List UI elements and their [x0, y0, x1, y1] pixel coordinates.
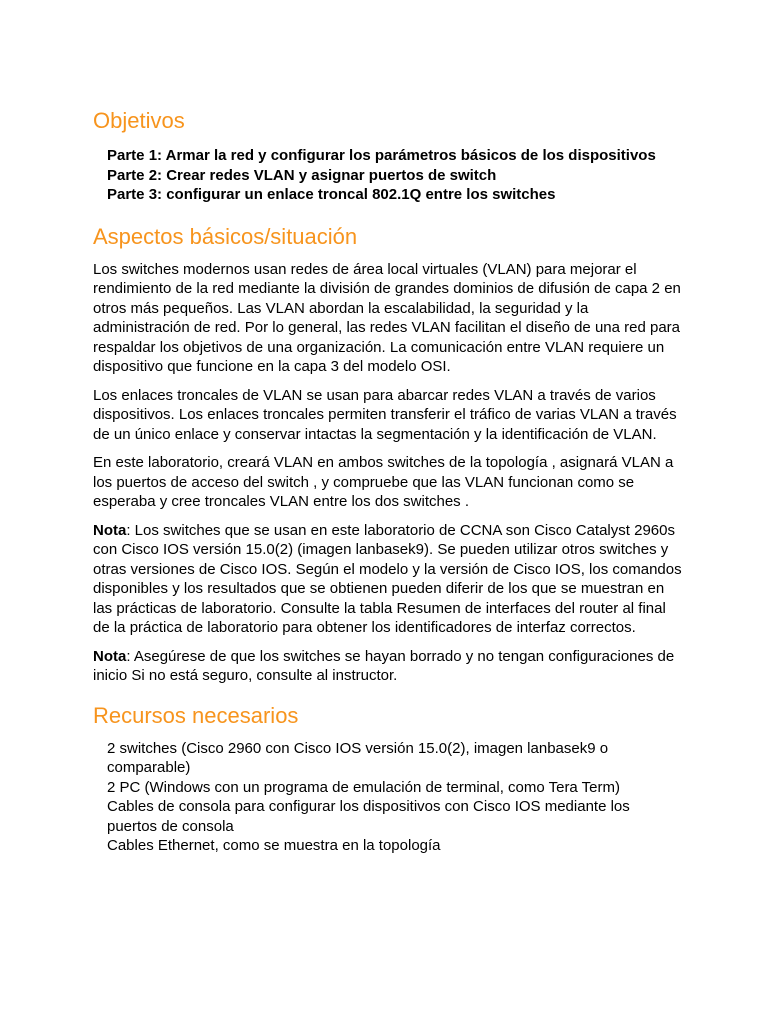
background-heading: Aspectos básicos/situación — [93, 223, 358, 249]
resource-item: 2 switches (Cisco 2960 con Cisco IOS versión 15.0(2), imagen lanbasek9 o comparable) — [107, 739, 609, 776]
document-page — [93, 107, 683, 856]
background-paragraph: Los switches modernos usan redes de área local virtuales (VLAN) para mejorar el rendimiento de la red mediante la división de grandes dominios de difusión de capa 2 en otros más pequeños. Las VLAN abordan la escalabilidad, la seguridad y la administración de red. Por lo general, las redes VLAN facilitan el diseño de una red para respaldar los objetivos de una organización. La comunicación entre VLAN requiere un dispositivo que funcione en la capa 3 del modelo OSI. — [93, 260, 681, 375]
objectives-heading: Objetivos — [93, 108, 185, 133]
note-label: Nota — [93, 647, 127, 665]
note-label: Nota — [93, 521, 127, 539]
note-paragraph — [93, 521, 683, 638]
resource-item: 2 PC (Windows con un programa de emulación de terminal, como Tera Term) — [107, 778, 621, 796]
resource-item: Cables Ethernet, como se muestra en la topología — [107, 837, 441, 854]
resource-item: Cables de consola para configurar los dispositivos con Cisco IOS mediante los puertos de consola — [107, 798, 630, 835]
resources-list — [107, 739, 683, 856]
objective-item: Parte 2: Crear redes VLAN y asignar puertos de switch — [107, 166, 497, 184]
objectives-list — [107, 146, 683, 205]
background-paragraph: Los enlaces troncales de VLAN se usan para abarcar redes VLAN a través de varios dispositivos. Los enlaces troncales permiten transferir el tráfico de varias VLAN a través de un único enlace y conservar intactas la segmentación y la identificación de VLAN. — [93, 386, 677, 443]
note-text: : Asegúrese de que los switches se hayan borrado y no tengan configuraciones de inicio Si no está seguro, consulte al instructor. — [93, 647, 675, 684]
objective-item: Parte 1: Armar la red y configurar los parámetros básicos de los dispositivos — [107, 147, 656, 164]
note-text: : Los switches que se usan en este laboratorio de CCNA son Cisco Catalyst 2960s con Cisco IOS versión 15.0(2) (imagen lanbasek9). Se pueden utilizar otros switches y otras versiones de Cisco IOS. Según el modelo y la versión de Cisco IOS, los comandos disponibles y los resultados que se obtienen pueden diferir de los que se muestran en las prácticas de laboratorio. Consulte la tabla Resumen de interfaces del router al final de la práctica de laboratorio para obtener los identificadores de interfaz correctos. — [93, 521, 682, 636]
background-paragraph: En este laboratorio, creará VLAN en ambos switches de la topología , asignará VLAN a los puertos de acceso del switch , y compruebe que las VLAN funcionan como se esperaba y cree troncales VLAN entre los dos switches . — [93, 454, 674, 510]
resources-heading: Recursos necesarios — [93, 702, 299, 728]
objective-item: Parte 3: configurar un enlace troncal 802.1Q entre los switches — [107, 186, 556, 203]
note-paragraph — [93, 647, 683, 686]
